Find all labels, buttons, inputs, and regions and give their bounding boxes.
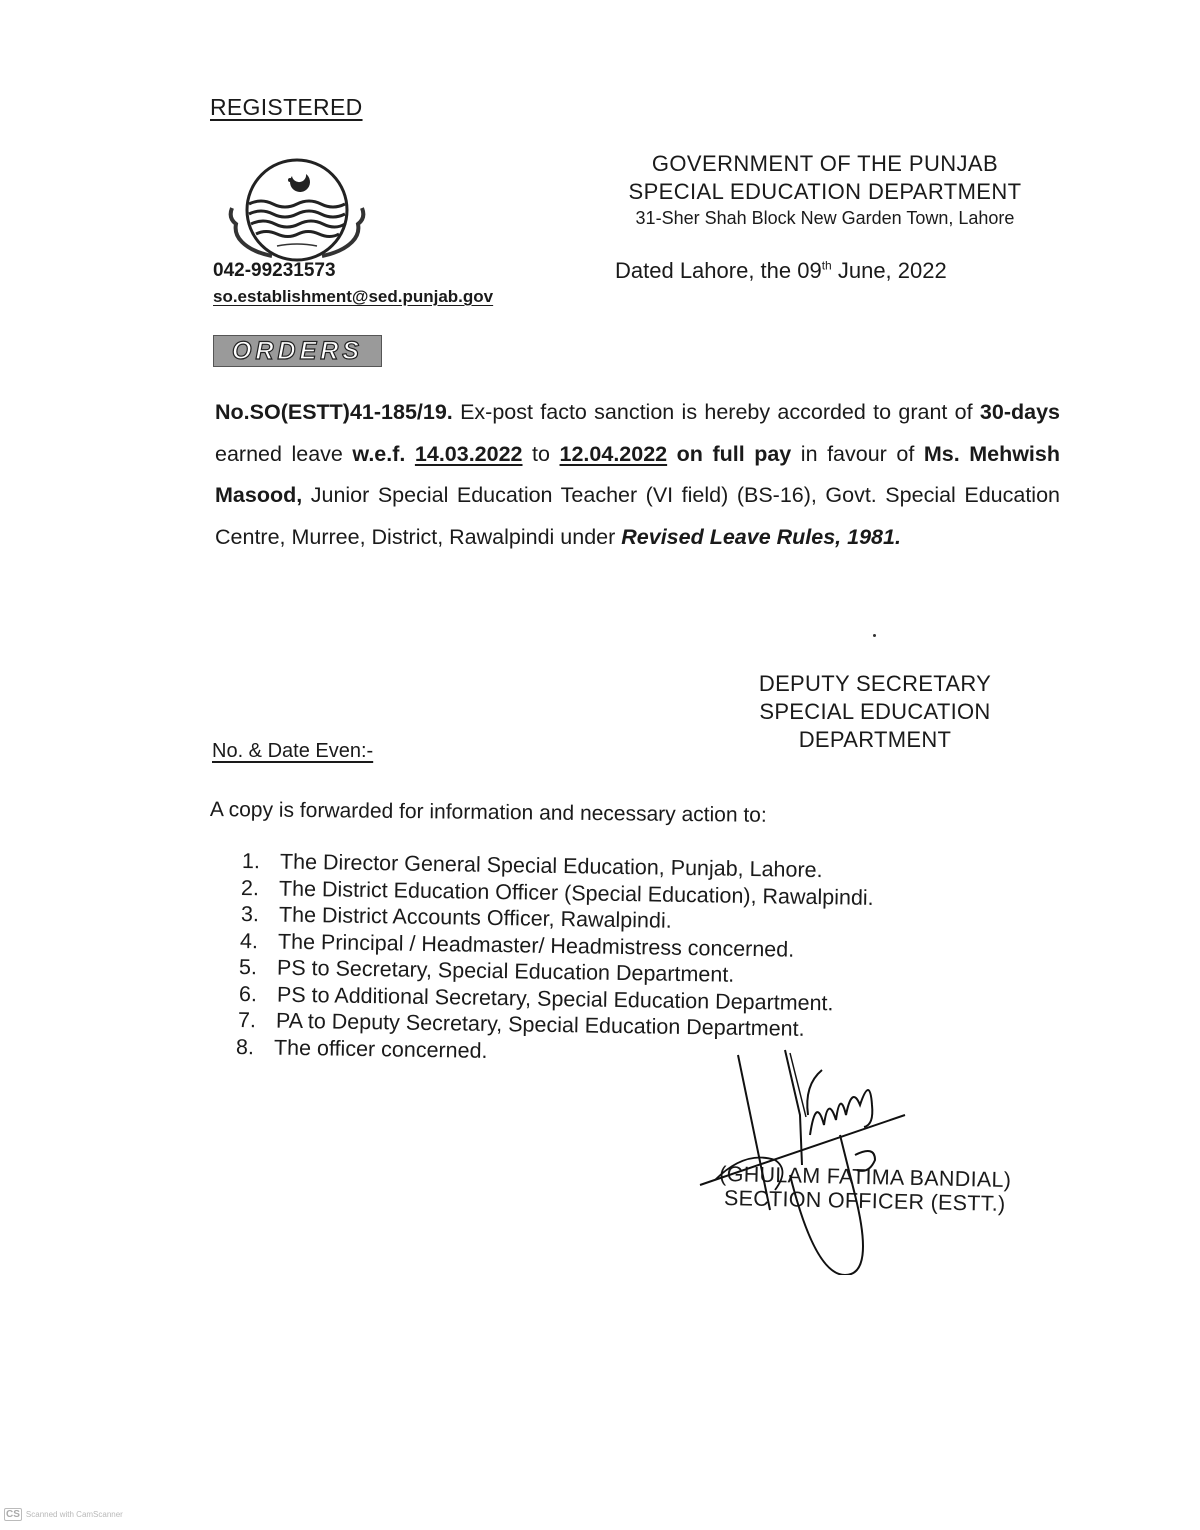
wef-label: w.e.f. (352, 441, 406, 466)
dated-ordinal: th (821, 258, 832, 273)
list-number: 3. (240, 902, 260, 927)
body-text (405, 442, 415, 466)
leave-days: 30-days (979, 400, 1060, 424)
copy-forwarded-intro: A copy is forwarded for information and necessary action to: (209, 798, 767, 827)
body-text (667, 442, 677, 466)
list-text: PS to Additional Secretary, Special Education Department. (276, 982, 834, 1015)
no-date-even: No. & Date Even:- (212, 740, 374, 762)
dated-line (615, 258, 947, 284)
list-text: PA to Deputy Secretary, Special Education Department. (275, 1008, 805, 1041)
scan-speck (873, 634, 876, 637)
list-text: The Principal / Headmaster/ Headmistress concerned. (277, 929, 795, 962)
leave-start-date: 14.03.2022 (414, 441, 523, 466)
government-title: GOVERNMENT OF THE PUNJAB (651, 151, 999, 176)
signatory-designation: SECTION OFFICER (ESTT.) (723, 1186, 1006, 1216)
list-text: The Director General Special Education, Punjab, Lahore. (279, 849, 823, 883)
reference-number: No.SO(ESTT)41-185/19. (215, 400, 453, 424)
deputy-secretary-title: DEPUTY SECRETARY (758, 671, 992, 696)
orders-stamp (213, 335, 382, 367)
camscanner-watermark (4, 1508, 123, 1521)
body-text: in favour of (791, 441, 924, 466)
phone-number: 042-99231573 (213, 260, 336, 281)
list-text: PS to Secretary, Special Education Department. (276, 955, 735, 987)
dated-suffix: June, 2022 (831, 258, 947, 283)
list-number: 7. (237, 1008, 257, 1033)
body-text: to (522, 441, 560, 466)
list-text: The officer concerned. (273, 1035, 488, 1063)
rules-reference: Revised Leave Rules, 1981. (621, 524, 901, 549)
list-number: 8. (235, 1034, 255, 1059)
employee-name: Ms. Mehwish Masood, (215, 441, 1060, 507)
body-text: earned leave (215, 441, 353, 466)
body-text: Junior Special Education Teacher (VI field) (BS-16), Govt. Special Education Centre, Murree, District, Rawalpindi under (215, 483, 1060, 549)
list-number: 1. (241, 849, 261, 874)
deputy-secretary-block (730, 670, 1020, 754)
order-body (215, 392, 1060, 558)
orders-label: ORDERS (232, 336, 363, 365)
list-text: The District Accounts Officer, Rawalpindi. (278, 902, 672, 933)
department-title: SPECIAL EDUCATION DEPARTMENT (628, 179, 1022, 204)
watermark-text: Scanned with CamScanner (25, 1510, 123, 1519)
signatory-name: (GHULAM FATIMA BANDIAL) (719, 1161, 1012, 1193)
copy-recipients-list (235, 848, 874, 1063)
department-address: 31-Sher Shah Block New Garden Town, Lahore (635, 208, 1015, 228)
deputy-secretary-dept2: DEPARTMENT (798, 727, 952, 752)
punjab-emblem-icon (222, 158, 372, 268)
dated-prefix: Dated Lahore, the 09 (615, 258, 822, 283)
list-text: The District Education Officer (Special Education), Rawalpindi. (278, 876, 874, 910)
department-header (600, 150, 1050, 230)
full-pay-label: on full pay (676, 441, 792, 466)
list-number: 2. (240, 875, 260, 900)
camscanner-logo-icon: CS (6, 1509, 20, 1520)
list-number: 4. (239, 928, 259, 953)
email-address[interactable]: so.establishment@sed.punjab.gov (213, 287, 494, 306)
leave-end-date: 12.04.2022 (559, 441, 668, 466)
list-number: 6. (238, 981, 258, 1006)
list-number: 5. (238, 955, 258, 980)
registered-label: REGISTERED (210, 94, 363, 120)
body-text: Ex-post facto sanction is hereby accorded to grant of (452, 400, 980, 424)
handwritten-signature (690, 1045, 950, 1275)
deputy-secretary-dept: SPECIAL EDUCATION (759, 699, 991, 724)
